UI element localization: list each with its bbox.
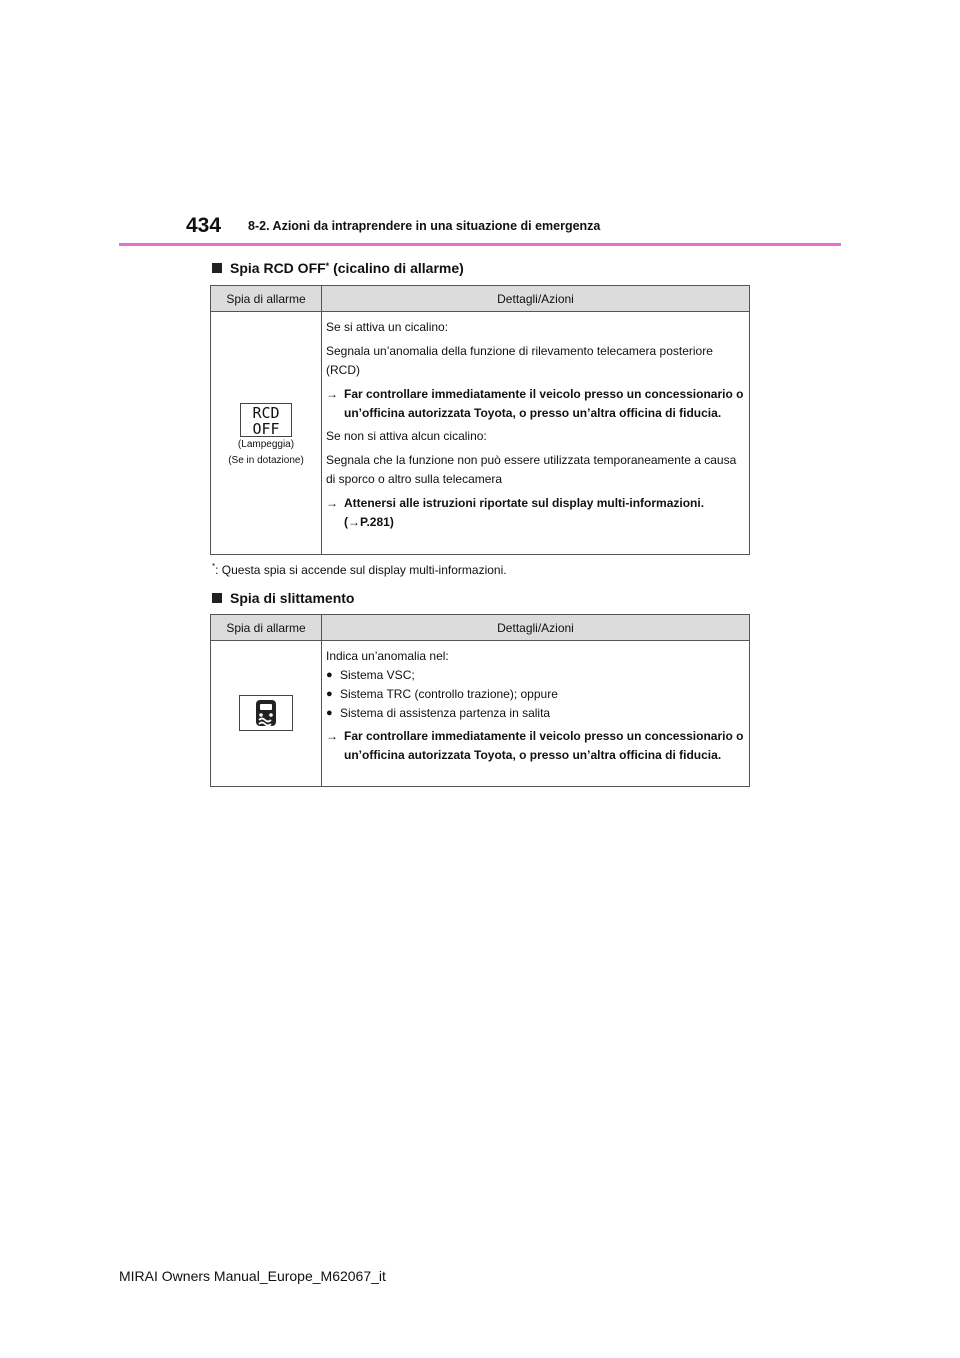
footnote-text: : Questa spia si accende sul display multi-informazioni. — [215, 563, 507, 577]
page-ref-arrow: → — [348, 515, 360, 529]
bullet-dot-icon: ● — [326, 669, 333, 681]
footnote — [212, 562, 507, 577]
bullet-dot-icon: ● — [326, 707, 333, 719]
rcd-icon-line2: OFF — [252, 420, 280, 438]
rcd-description-1: Segnala un’anomalia della funzione di rilevamento telecamera posteriore (RCD) — [326, 344, 713, 377]
rcd-action-1-text: Far controllare immediatamente il veicolo presso un concessionario o un’officina autorizzata Toyota, o presso un’altra officina di fiducia. — [344, 387, 744, 420]
slip-bullet-2 — [326, 685, 745, 704]
col-header-details: Dettagli/Azioni — [322, 615, 750, 641]
col-header-details: Dettagli/Azioni — [322, 286, 750, 312]
col-header-warning-light: Spia di allarme — [211, 615, 322, 641]
section-title: 8-2. Azioni da intraprendere in una situazione di emergenza — [248, 219, 601, 233]
arrow-icon: → — [326, 496, 338, 510]
rcd-condition-no-buzzer: Se non si attiva alcun cicalino: — [326, 429, 487, 443]
rcd-action-2-text: Attenersi alle istruzioni riportate sul display multi-informazioni. — [344, 496, 705, 510]
icon-caption-flashing: (Lampeggia) — [237, 439, 295, 450]
slip-icon-cell — [211, 641, 322, 787]
rcd-heading-suffix: (cicalino di allarme) — [329, 260, 464, 276]
rcd-action-1 — [326, 385, 745, 423]
square-bullet-icon — [212, 263, 222, 273]
bullet-dot-icon: ● — [326, 688, 333, 700]
slip-bullet-3-text: Sistema di assistenza partenza in salita — [340, 706, 551, 720]
slip-action — [326, 727, 745, 765]
slip-heading — [212, 590, 354, 606]
skid-warning-icon — [239, 695, 293, 731]
rcd-heading — [212, 260, 464, 276]
slip-detail-cell — [322, 641, 750, 787]
rcd-condition-buzzer: Se si attiva un cicalino: — [326, 320, 449, 334]
col-header-warning-light: Spia di allarme — [211, 286, 322, 312]
page-ref-link[interactable]: P.281) — [360, 515, 394, 529]
rcd-icon-line1: RCD — [252, 404, 280, 422]
square-bullet-icon — [212, 593, 222, 603]
slip-bullet-3 — [326, 704, 745, 723]
rcd-warning-table — [210, 285, 750, 555]
slip-heading-text: Spia di slittamento — [230, 590, 355, 606]
slip-intro: Indica un’anomalia nel: — [326, 649, 449, 663]
rcd-detail-cell — [322, 312, 750, 555]
rcd-heading-text: Spia RCD OFF — [230, 260, 326, 276]
page-ref-open: ( — [344, 515, 348, 529]
footer-manual-id: MIRAI Owners Manual_Europe_M62067_it — [119, 1268, 386, 1284]
icon-caption-if-equipped: (Se in dotazione) — [228, 455, 304, 466]
slip-warning-table — [210, 614, 750, 787]
footnote-marker: * — [212, 562, 216, 571]
rcd-off-icon — [240, 403, 292, 437]
rcd-action-2 — [326, 494, 745, 532]
page-number: 434 — [186, 214, 222, 237]
slip-bullet-2-text: Sistema TRC (controllo trazione); oppure — [340, 687, 558, 701]
arrow-icon: → — [326, 387, 338, 401]
arrow-icon: → — [326, 729, 338, 743]
rcd-icon-cell — [211, 312, 322, 555]
rcd-description-2: Segnala che la funzione non può essere utilizzata temporaneamente a causa di sporco o altro sulla telecamera — [326, 453, 737, 486]
header-divider — [119, 243, 841, 246]
slip-bullet-1-text: Sistema VSC; — [340, 668, 415, 682]
slip-action-text: Far controllare immediatamente il veicolo presso un concessionario o un’officina autorizzata Toyota, o presso un’altra officina di fiducia. — [344, 729, 744, 762]
rcd-heading-asterisk: * — [325, 261, 330, 271]
slip-bullet-1 — [326, 666, 745, 685]
